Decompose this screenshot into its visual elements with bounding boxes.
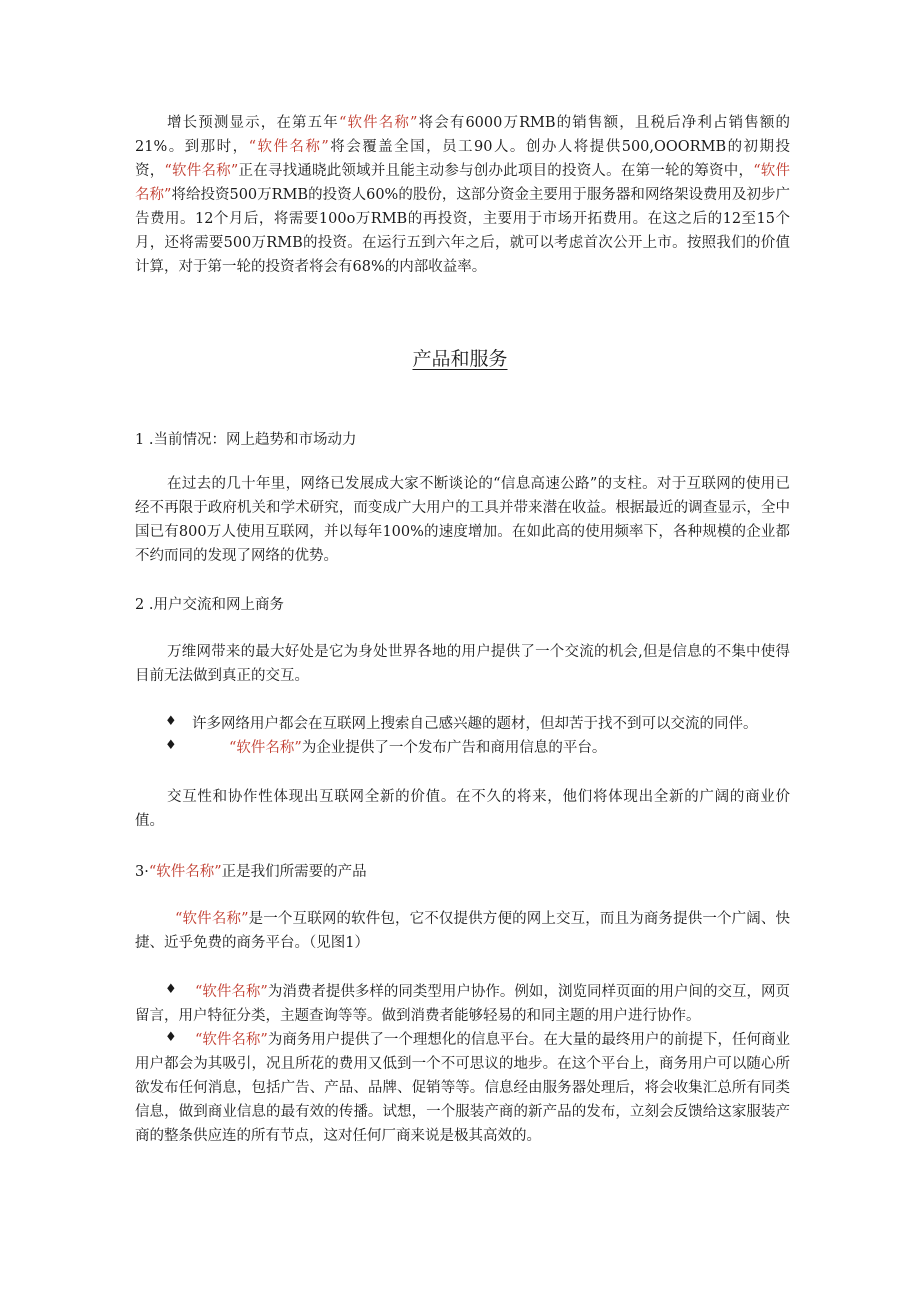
product-name: “软件名称” (135, 163, 791, 203)
bullet-text: 为商务用户提供了一个理想化的信息平台。在大量的最终用户的前提下，任何商业用户都会为其吸引，况且所花的费用又低到一个不可思议的地步。在这个平台上，商务用户可以随心所欲发布任何消息，包括广告、产品、品牌、促销等等。信息经由服务器处理后，将会收集汇总所有同类信息，做到商业信息的最有效的传播。试想，一个服装产商的新产品的发布，立刻会反馈给这家服装产商的整条供应连的所有节点，这对任何厂商来说是极其高效的。 (135, 1032, 791, 1144)
paragraph-text: 在过去的几十年里，网络已发展成大家不断谈论的“信息高速公路”的支柱。对于互联网的使用已经不再限于政府机关和学术研究，而变成广大用户的工具并带来潜在收益。根据最近的调查显示，全中国已有800万人使用互联网，并以每年100%的速度增加。在如此高的使用频率下，各种规模的企业都不约而同的发现了网络的优势。 (135, 476, 790, 564)
product-name: “软件名称” (338, 115, 418, 131)
section-title: 产品和服务 (412, 348, 508, 370)
bullet-icon: ♦ (165, 738, 177, 753)
heading-2 (135, 593, 790, 617)
heading-text: 2 .用户交流和网上商务 (135, 597, 284, 613)
intro-paragraph (135, 111, 790, 279)
product-name: “软件名称” (195, 1032, 268, 1048)
bullet-text: 为消费者提供多样的同类型用户协作。例如，浏览同样页面的用户间的交互，网页留言，用户特征分类，主题查询等等。做到消费者能够轻易的和同主题的用户进行协作。 (135, 984, 791, 1024)
bullet-item-2 (229, 736, 789, 760)
bullet-item-3 (135, 980, 790, 1028)
product-name: “软件名称” (229, 740, 302, 756)
bullet-text: 为企业提供了一个发布广告和商用信息的平台。 (301, 740, 607, 756)
paragraph-text: 是一个互联网的软件包，它不仅提供方便的网上交互，而且为商务提供一个广阔、快捷、近乎免费的商务平台。（见图1） (135, 911, 791, 951)
product-name: “软件名称” (195, 984, 268, 1000)
current-situation-paragraph (135, 472, 790, 568)
product-name: “软件名称” (164, 163, 239, 179)
bullet-item-1 (192, 712, 792, 736)
heading-3 (135, 860, 790, 884)
bullet-item-4 (135, 1028, 790, 1148)
bullet-icon: ♦ (165, 714, 177, 729)
text-run: 增长预测显示，在第五年 (167, 115, 339, 131)
value-paragraph (135, 785, 790, 833)
product-name: “软件名称” (248, 139, 329, 155)
text-run: 将给投资500万RMB的投资人60%的股份，这部分资金主要用于服务器和网络架设费用及初步广告费用。12个月后，将需要100o万RMB的再投资，主要用于市场开拓费用。在这之后的12至15个月，还将需要500万RMB的投资。在运行五到六年之后，就可以考虑首次公开上市。按照我们的价值计算，对于第一轮的投资者将会有68%的内部收益率。 (135, 187, 790, 275)
heading-number: 3· (135, 864, 149, 880)
bullet-icon: ♦ (165, 1030, 177, 1045)
product-name: “软件名称” (175, 911, 249, 927)
product-paragraph (135, 907, 790, 955)
text-run: 将会覆盖全国，员工90人。创办人将提供500,OOORMB的初期投资， (135, 139, 790, 179)
product-name: “软件名称” (148, 864, 222, 880)
bullet-icon: ♦ (165, 982, 177, 997)
bullet-text: 许多网络用户都会在互联网上搜索自己感兴趣的题材，但却苦于找不到可以交流的同伴。 (192, 716, 758, 732)
heading-text: 1 .当前情况：网上趋势和市场动力 (135, 432, 357, 448)
text-run: 将会有6000万RMB的销售额，且税后净利占销售额的21%。到那时， (135, 115, 791, 155)
paragraph-text: 交互性和协作性体现出互联网全新的价值。在不久的将来，他们将体现出全新的广阔的商业价值。 (135, 789, 790, 829)
heading-text: 正是我们所需要的产品 (221, 864, 367, 880)
text-run: 正在寻找通晓此领域并且能主动参与创办此项目的投资人。在第一轮的筹资中， (238, 163, 754, 179)
paragraph-text: 万维网带来的最大好处是它为身处世界各地的用户提供了一个交流的机会,但是信息的不集中使得目前无法做到真正的交互。 (135, 644, 790, 684)
communication-paragraph (135, 640, 790, 688)
heading-1 (135, 428, 790, 452)
